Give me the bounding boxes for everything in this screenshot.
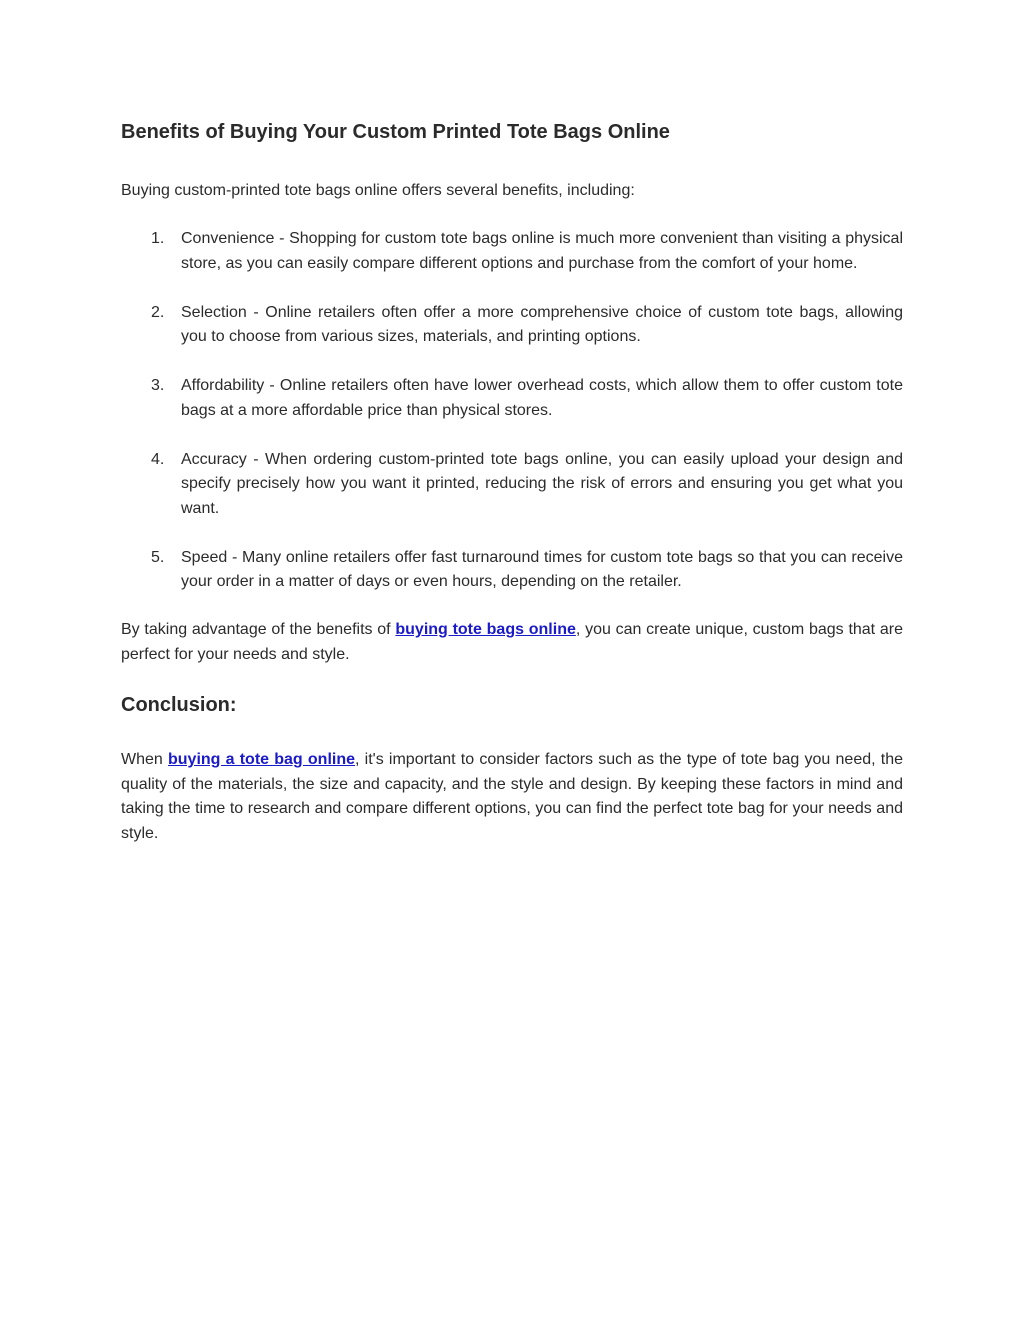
conclusion-paragraph — [121, 748, 903, 846]
benefits-list — [121, 227, 903, 595]
list-item-text: Accuracy - When ordering custom-printed tote bags online, you can easily upload your design and specify precisely how you want it printed, reducing the risk of errors and ensuring you get what you want. — [181, 450, 903, 517]
list-item-number: 1. — [151, 230, 165, 247]
document-title: Benefits of Buying Your Custom Printed Tote Bags Online — [121, 121, 670, 143]
intro-paragraph: Buying custom-printed tote bags online offers several benefits, including: — [121, 182, 635, 199]
list-item-text: Affordability - Online retailers often have lower overhead costs, which allow them to offer custom tote bags at a more affordable price than physical stores. — [181, 377, 903, 419]
buying-tote-bags-online-link[interactable]: buying tote bags online — [395, 621, 576, 638]
list-item-text: Speed - Many online retailers offer fast turnaround times for custom tote bags so that you can receive your order in a matter of days or even hours, depending on the retailer. — [181, 548, 903, 590]
conclusion-heading: Conclusion: — [121, 694, 237, 716]
list-item-number: 3. — [151, 377, 165, 394]
closing-paragraph — [121, 618, 903, 667]
list-item — [121, 546, 903, 595]
list-item — [121, 448, 903, 522]
list-item-text: Convenience - Shopping for custom tote bags online is much more convenient than visiting a physical store, as you can easily compare different options and purchase from the comfort of your home. — [181, 230, 903, 272]
list-item — [121, 227, 903, 276]
list-item-number: 2. — [151, 303, 165, 321]
list-item-number: 5. — [151, 548, 165, 566]
closing-text-after: , you can create unique, custom bags that are perfect for your needs and style. — [121, 621, 904, 663]
list-item — [121, 374, 903, 423]
list-item-text: Selection - Online retailers often offer a more comprehensive choice of custom tote bags, allowing you to choose from various sizes, materials, and printing options. — [181, 303, 903, 345]
list-item — [121, 301, 903, 350]
buying-a-tote-bag-online-link[interactable]: buying a tote bag online — [168, 751, 356, 768]
conclusion-text-after: , it's important to consider factors such as the type of tote bag you need, the quality of the materials, the size and capacity, and the style and design. By keeping these factors in mind and taking the time to research and compare different options, you can find the perfect tote bag for your needs and style. — [121, 751, 903, 842]
closing-text-before: By taking advantage of the benefits of — [121, 621, 396, 638]
conclusion-text-before: When — [121, 751, 168, 768]
list-item-number: 4. — [151, 450, 165, 468]
